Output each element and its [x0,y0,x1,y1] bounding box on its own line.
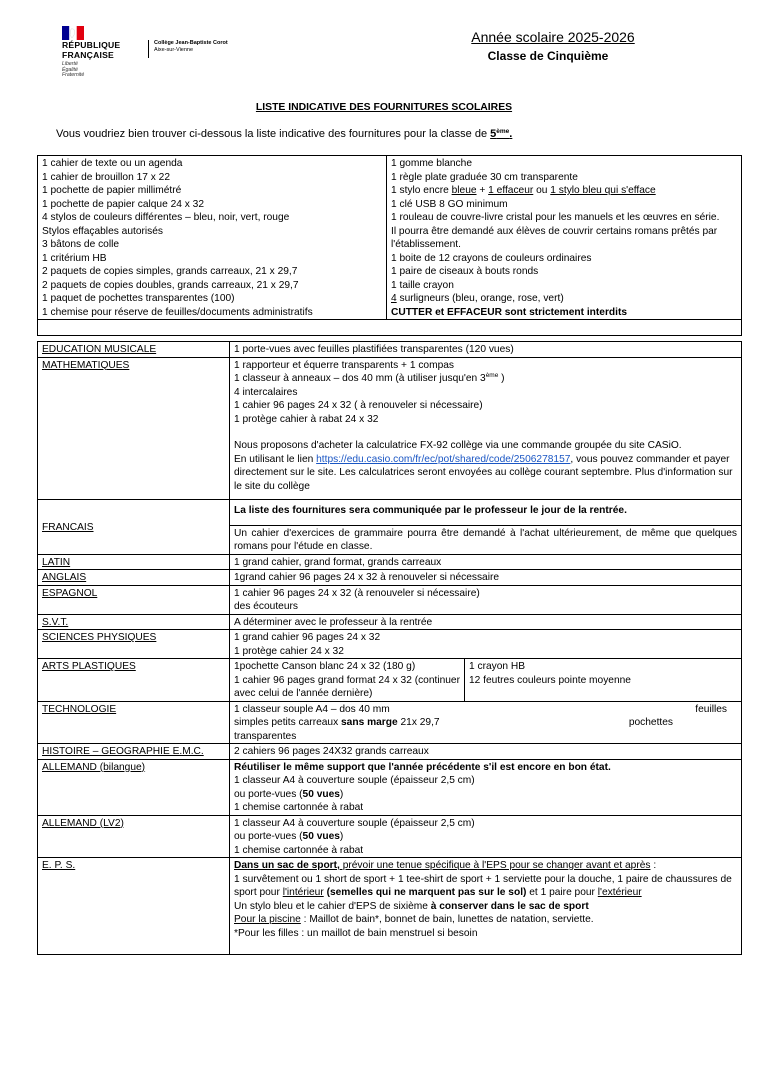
table-row [38,659,742,702]
list-item: 1 stylo encre bleue + 1 effaceur ou 1 stylo bleu qui s'efface [391,185,656,196]
subject-name: HISTOIRE – GEOGRAPHIE E.M.C. [38,744,230,760]
table-row [38,630,742,659]
table-row [38,342,742,358]
subject-supplies: La liste des fournitures sera communiquée par le professeur le jour de la rentrée. [230,500,742,526]
subject-supplies: Dans un sac de sport, prévoir une tenue spécifique à l'EPS pour se changer avant et après : 1 survêtement ou 1 short de sport + 1 tee-shirt de sport + 1 serviette pour la douche, 1 paire de chaussures de sport pour l'intérieur (semelles qui ne marquent pas sur le sol) et 1 paire pour l'extérieur Un stylo bleu et le cahier d'EPS de sixième à conserver dans le sac de sport Pour la piscine : Maillot de bain*, bonnet de bain, lunettes de natation, serviette. *Pour les filles : un maillot de bain menstruel si besoin [230,858,742,955]
table-row [38,554,742,570]
college-name: Collège Jean-Baptiste Corot Aixe-sur-Vienne [154,40,228,53]
list-item: Stylos effaçables autorisés [42,225,163,237]
table-row [38,570,742,586]
subject-supplies: Réutiliser le même support que l'année précédente s'il est encore en bon état. 1 classeur A4 à couverture souple (épaisseur 2,5 cm) ou porte-vues (50 vues) 1 chemise cartonnée à rabat [230,759,742,815]
subject-supplies: 1 grand cahier, grand format, grands carreaux [230,554,742,570]
subject-supplies: 2 cahiers 96 pages 24X32 grands carreaux [230,744,742,760]
table-row [38,701,742,744]
list-item: 1 critérium HB [42,252,107,264]
marianne-flag-icon [62,26,84,40]
subject-name: LATIN [38,554,230,570]
list-item: 1 cahier de texte ou un agenda [42,158,183,169]
subject-supplies: 1 porte-vues avec feuilles plastifiées transparentes (120 vues) [230,342,742,358]
subject-name: ARTS PLASTIQUES [38,659,230,702]
republique-francaise-text: RÉPUBLIQUE FRANÇAISE [62,40,121,60]
subject-name: E. P. S. [38,858,230,955]
subject-name: MATHEMATIQUES [38,357,230,500]
list-item: 1 clé USB 8 GO minimum [391,198,508,210]
list-item: 4 surligneurs (bleu, orange, rose, vert) [391,293,564,304]
school-year: Année scolaire 2025-2026 [471,29,635,45]
subject-name: SCIENCES PHYSIQUES [38,630,230,659]
list-item: 1 taille crayon [391,279,454,291]
subject-supplies: A déterminer avec le professeur à la rentrée [230,614,742,630]
subject-supplies: 1 rapporteur et équerre transparents + 1 compas 1 classeur à anneaux – dos 40 mm (à utiliser jusqu'en 3ème ) 4 intercalaires 1 cahier 96 pages 24 x 32 ( à renouveler si nécessaire) 1 protège cahier à rabat 24 x 32 Nous proposons d'acheter la calculatrice FX-92 collège via une commande groupée du site CASiO. En utilisant le lien https://edu.casio.com/fr/ec/pot/shared/code/2506278157, vous pouvez commander et payer directement sur le site. Les calculatrices seront envoyées au collège courant septembre. Plus d'information sur le site du collège [230,357,742,500]
general-supplies-right [387,156,742,320]
list-item: 1 rouleau de couvre-livre cristal pour les manuels et les œuvres en série. [391,212,720,223]
table-row [38,585,742,614]
table-row [38,500,742,526]
list-item: Il pourra être demandé aux élèves de couvrir certains romans prêtés par l'établissement. [391,225,718,250]
general-supplies-left [38,156,387,320]
devise: Liberté Égalité Fraternité [62,61,85,79]
subject-name: TECHNOLOGIE [38,701,230,744]
list-item: 1 paquet de pochettes transparentes (100) [42,293,235,304]
list-item: 1 gomme blanche [391,158,472,169]
list-item: CUTTER et EFFACEUR sont strictement interdits [391,306,628,318]
table-row [38,759,742,815]
list-item: 1 pochette de papier calque 24 x 32 [42,198,204,210]
casio-order-link[interactable]: https://edu.casio.com/fr/ec/pot/shared/code/2506278157 [316,453,571,465]
subject-name: FRANCAIS [38,500,230,555]
subject-name: ALLEMAND (bilangue) [38,759,230,815]
table-row [38,357,742,500]
republique-francaise-logo [62,26,242,82]
subject-name: ANGLAIS [38,570,230,586]
logo-separator [148,40,149,58]
subject-supplies: 1pochette Canson blanc 24 x 32 (180 g) 1 cahier 96 pages grand format 24 x 32 (continuer avec celui de l'année dernière) 1 crayon HB 12 feutres couleurs pointe moyenne [230,659,742,702]
table-row [38,744,742,760]
list-item: 2 paquets de copies simples, grands carreaux, 21 x 29,7 [42,266,298,277]
table-row [38,614,742,630]
table-row [38,815,742,858]
subject-supplies: Un cahier d'exercices de grammaire pourra être demandé à l'achat ultérieurement, de même que quelques romans pour l'étude en classe. [230,525,742,554]
subject-supplies: 1 grand cahier 96 pages 24 x 32 1 protège cahier 24 x 32 [230,630,742,659]
subject-name: EDUCATION MUSICALE [38,342,230,358]
subject-name: ALLEMAND (LV2) [38,815,230,858]
list-item: 1 chemise pour réserve de feuilles/documents administratifs [42,306,313,318]
table-row [38,858,742,955]
list-item: 2 paquets de copies doubles, grands carreaux, 21 x 29,7 [42,279,299,291]
list-item: 1 boite de 12 crayons de couleurs ordinaires [391,252,592,264]
subject-name: S.V.T. [38,614,230,630]
document-title: LISTE INDICATIVE DES FOURNITURES SCOLAIRES [255,102,513,113]
general-supplies-table [37,155,742,336]
subject-supplies: 1 classeur souple A4 – dos 40 mm feuilles simples petits carreaux sans marge 21x 29,7 pochettes transparentes [230,701,742,744]
list-item: 1 pochette de papier millimétré [42,185,182,196]
subjects-table [37,341,742,955]
list-item: 3 bâtons de colle [42,239,120,250]
list-item: 1 règle plate graduée 30 cm transparente [391,171,578,183]
list-item: 1 paire de ciseaux à bouts ronds [391,266,539,277]
class-name: Classe de Cinquième [487,49,609,63]
list-item: 1 cahier de brouillon 17 x 22 [42,171,170,183]
intro-text: Vous voudriez bien trouver ci-dessous la liste indicative des fournitures pour la classe de 5ème. [56,128,513,140]
subject-name: ESPAGNOL [38,585,230,614]
subject-supplies: 1 classeur A4 à couverture souple (épaisseur 2,5 cm) ou porte-vues (50 vues) 1 chemise cartonnée à rabat [230,815,742,858]
list-item: 4 stylos de couleurs différentes – bleu, noir, vert, rouge [42,212,290,223]
subject-supplies: 1 cahier 96 pages 24 x 32 (à renouveler si nécessaire) des écouteurs [230,585,742,614]
spacer-row [38,320,742,336]
subject-supplies: 1grand cahier 96 pages 24 x 32 à renouveler si nécessaire [230,570,742,586]
